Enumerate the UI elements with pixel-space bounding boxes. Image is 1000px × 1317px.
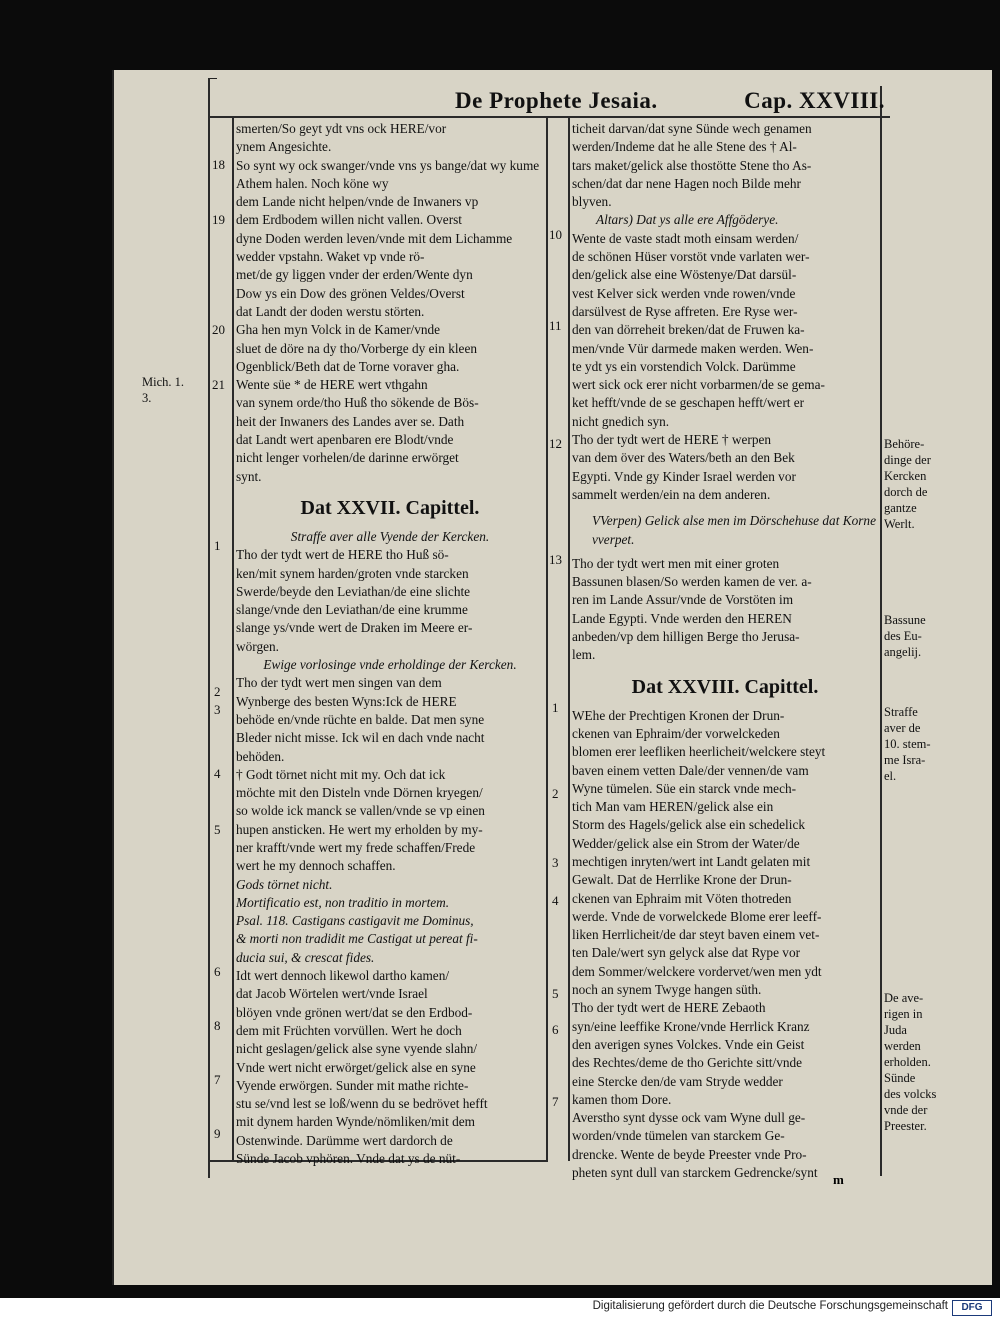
text-line: behöden. — [236, 748, 285, 764]
chapter-heading-28: Dat XXVIII. Capittel. — [631, 675, 819, 698]
verse-number: 20 — [212, 322, 225, 337]
margin-note: Behöre- dinge der Kercken dorch de gantze Werlt. — [884, 437, 931, 531]
text-line: nicht lenger vorhelen/de darinne erwörget — [236, 450, 459, 466]
text-line: te ydt ys ein vorstendich Volck. Darümme — [572, 358, 796, 374]
chapter-heading-27: Dat XXVII. Capittel. — [300, 496, 480, 519]
text-line: vest Kelver sick werden vnde rowen/vnde — [572, 285, 796, 301]
verse-number: 3 — [214, 702, 221, 717]
verse-number: 2 — [552, 786, 559, 801]
text-line: Wente de vaste stadt moth einsam werden/ — [572, 230, 799, 246]
text-line: dem Lande nicht helpen/vnde de Inwaners vp — [236, 194, 479, 210]
text-line: Swerde/beyde den Leviathan/de eine slichte — [236, 583, 471, 599]
text-line: met/de gy liggen vnder der erden/Wente dyn — [236, 267, 473, 283]
verse-number: 7 — [214, 1072, 221, 1087]
page-number: m — [833, 1172, 844, 1187]
footer-bar — [0, 1298, 1000, 1317]
gloss-altars: Altars) Dat ys alle ere Affgöderye. — [596, 212, 779, 228]
text-line: Wedder/gelick alse ein Strom der Water/de — [572, 835, 800, 851]
text-line: wert he my dennoch schaffen. — [236, 858, 396, 874]
text-line: de schönen Hüser vorstöt vnde varlaten wer- — [572, 249, 810, 265]
text-line: men/vnde Vür darmede maken werden. Wen- — [572, 340, 814, 356]
left-block-3 — [236, 674, 544, 875]
verse-number: 9 — [214, 1126, 221, 1141]
text-line: Averstho synt dysse ock vam Wyne dull ge- — [572, 1110, 806, 1126]
margin-note: De ave- rigen in Juda werden erholden. Sünde des volcks vnde der Preester. — [884, 991, 937, 1133]
running-head — [455, 86, 885, 116]
gloss-line: Psal. 118. Castigans castigavit me Dominus, — [236, 913, 474, 929]
text-line: van synem orde/tho Huß tho sökende de Bös- — [236, 395, 479, 411]
center-rule-a — [546, 116, 548, 1161]
verse-number: 7 — [552, 1094, 559, 1109]
text-line: Idt wert dennoch likewol dartho kamen/ — [236, 968, 450, 984]
gloss-line: Gods törnet nicht. — [236, 876, 333, 892]
verse-number: 4 — [214, 766, 221, 781]
text-line: ckenen van Ephraim mit Vöten thotreden — [572, 890, 792, 906]
text-line: Sünde Jacob vphören. Vnde dat ys de nüt- — [236, 1151, 461, 1167]
text-line: Wyne tümelen. Süe ein starck vnde mech- — [572, 780, 797, 796]
verse-number: 8 — [214, 1018, 221, 1033]
text-line: Bassunen blasen/So werden kamen de ver. a- — [572, 574, 812, 590]
text-line: Lande Egypti. Vnde werden den HEREN — [572, 610, 792, 626]
text-line: dat Landt der doden werstu störten. — [236, 303, 425, 319]
gloss-line: & morti non tradidit me Castigat ut pereat fi- — [236, 931, 478, 947]
text-line: synt. — [236, 468, 262, 484]
verse-number: 1 — [214, 538, 221, 553]
text-line: smerten/So geyt ydt vns ock HERE/vor — [236, 121, 447, 136]
text-line: ckenen van Ephraim/der vorwelckeden — [572, 725, 780, 741]
section-summary: Straffe aver alle Vyende der Kercken. — [290, 528, 490, 544]
left-block-4 — [236, 967, 544, 1168]
right-block-4 — [572, 707, 878, 1183]
verse-number: 13 — [549, 552, 562, 567]
text-line: Tho der tydt wert de HERE tho Huß sö- — [236, 547, 449, 563]
right-block-1 — [572, 120, 878, 211]
text-line: Ogenblick/Beth dat de Torne voraver gha. — [236, 358, 460, 374]
gloss-line: ducia sui, & crescat fides. — [236, 949, 375, 965]
text-line: blöyen vnde grönen wert/dat se den Erdbod- — [236, 1004, 473, 1020]
text-line: schen/dat dar nene Hagen noch Bilde mehr — [572, 175, 801, 191]
text-line: nicht gnedich syn. — [572, 413, 670, 429]
text-line: so wolde ick manck se vallen/vnde se vp einen — [236, 803, 485, 819]
margin-reference: Mich. 1. 3. — [142, 375, 185, 405]
text-line: eine Stercke den/de vam Stryde wedder — [572, 1073, 783, 1089]
gloss-line: Mortificatio est, non traditio in mortem. — [236, 894, 450, 910]
text-line: ynem Angesichte. — [236, 139, 332, 155]
text-line: Storm des Hagels/gelick alse ein schedelick — [572, 817, 805, 833]
dfg-logo: DFG — [952, 1300, 992, 1316]
verse-number: 10 — [549, 227, 562, 242]
text-line: behöde en/vnde rüchte en balde. Dat men syne — [236, 711, 485, 727]
margin-note: Straffe aver de 10. stem- me Isra- el. — [884, 705, 931, 783]
verse-number: 12 — [549, 436, 562, 451]
verse-number: 4 — [552, 893, 559, 908]
left-verse-rule — [232, 116, 234, 1161]
text-line: kamen thom Dore. — [572, 1091, 672, 1107]
text-line: des Rechtes/deme de tho Gerichte sitt/vnde — [572, 1055, 803, 1071]
verse-number: 5 — [552, 986, 559, 1001]
text-line: liken Herrlicheit/de dar steyt baven einem vet- — [572, 927, 820, 943]
text-line: Tho der tydt wert de HERE † werpen — [572, 432, 772, 448]
text-line: sluet de döre na dy tho/Vorberge dy ein kleen — [236, 340, 478, 356]
text-line: dyne Doden werden leven/vnde mit dem Lichamme wedder vpstahn. Waket vp vnde rö- — [236, 230, 513, 265]
text-line: möchte mit den Disteln vnde Dörnen kryegen/ — [236, 785, 483, 801]
text-line: ten Dale/wert syn gelyck alse dat Rype vor — [572, 945, 801, 961]
left-block-2 — [236, 546, 544, 656]
text-line: Egypti. Vnde gy Kinder Israel werden vor — [572, 468, 796, 484]
text-line: Gewalt. Dat de Herrlike Krone der Drun- — [572, 872, 792, 888]
text-line: dem mit Früchten vorvüllen. Wert he doch — [236, 1022, 462, 1038]
text-line: noch an synem Twyge hangen süth. — [572, 982, 762, 998]
text-line: werde. Vnde de vorwelckede Blome erer leeff- — [572, 908, 822, 924]
verse-number: 5 — [214, 822, 221, 837]
text-line: Wente süe * de HERE wert vthgahn — [236, 377, 428, 393]
text-line: tich Man vam HEREN/gelick alse ein — [572, 799, 774, 815]
text-line: mit dynem harden Wynde/nömliken/mit dem — [236, 1114, 475, 1130]
verse-number: 11 — [549, 318, 562, 333]
text-line: van dem över des Waters/beth an den Bek — [572, 450, 795, 466]
gloss-werpen: VVerpen) Gelick alse men im Dörschehuse dat Korne vverpet. — [592, 513, 876, 547]
text-line: Tho der tydt wert men singen van dem — [236, 675, 442, 691]
text-line: werden/Indeme dat he alle Stene des † Al- — [572, 139, 797, 155]
left-text-column — [236, 120, 544, 1168]
text-line: stu se/vnd lest se loß/wenn du se bedrövet hefft — [236, 1096, 488, 1112]
text-line: den van dörreheit breken/dat de Fruwen ka- — [572, 322, 805, 338]
left-frame-rule — [208, 78, 210, 1178]
center-rule-b — [568, 116, 570, 1161]
text-line: slange ys/vnde wert de Draken im Meere er- — [236, 620, 473, 636]
text-line: † Godt törnet nicht mit my. Och dat ick — [236, 766, 446, 782]
text-line: Wynberge des besten Wyns:Ick de HERE — [236, 693, 457, 709]
text-line: blomen erer leefliken heerlicheit/welckere steyt — [572, 744, 826, 760]
verse-number: 19 — [212, 212, 225, 227]
text-line: Vnde wert nicht erwörget/gelick alse en syne — [236, 1059, 476, 1075]
text-line: sammelt werden/ein na dem anderen. — [572, 486, 771, 502]
text-line: nicht geslagen/gelick alse syne vyende slahn/ — [236, 1041, 478, 1057]
text-line: Tho der tydt wert de HERE Zebaoth — [572, 1000, 766, 1016]
verse-number: 3 — [552, 855, 559, 870]
text-line: blyven. — [572, 194, 612, 210]
text-line: mechtigen inryten/wert int Landt gelaten mit — [572, 853, 811, 869]
text-line: heit der Inwaners des Landes aver se. Dath — [236, 413, 465, 429]
text-line: Gha hen myn Volck in de Kamer/vnde — [236, 322, 441, 338]
text-line: Vyende erwörgen. Sunder mit mathe richte- — [236, 1077, 469, 1093]
text-line: baven einem vetten Dale/der vennen/de vam — [572, 762, 809, 778]
text-line: So synt wy ock swanger/vnde vns ys bange/dat wy kume Athem halen. Noch köne wy — [236, 157, 540, 191]
text-line: ren im Lande Assur/vnde de Vorstöten im — [572, 592, 794, 608]
right-block-3 — [572, 555, 878, 665]
margin-note: Bassune des Eu- angelij. — [884, 613, 926, 659]
book-title: De Prophete Jesaia. — [455, 88, 658, 113]
text-line: dem Erdbodem willen nicht vallen. Overst — [236, 212, 462, 228]
text-line: wörgen. — [236, 638, 279, 654]
right-frame-rule — [880, 86, 882, 1176]
text-line: ticheit darvan/dat syne Sünde wech genamen — [572, 121, 812, 136]
text-line: syn/eine leeffike Krone/vnde Herrlick Kranz — [572, 1018, 810, 1034]
text-line: drencke. Wente de beyde Preester vnde Pro- — [572, 1146, 807, 1162]
text-line: dat Landt wert apenbaren ere Blodt/vnde — [236, 432, 454, 448]
text-line: darsülvest de Ryse affreten. Ere Ryse wer- — [572, 303, 798, 319]
funding-notice: Digitalisierung gefördert durch die Deutsche Forschungsgemeinschaft — [592, 1300, 948, 1312]
text-line: slange/vnde den Leviathan/de eine krumme — [236, 602, 468, 618]
text-line: hupen ansticken. He wert my erholden by my- — [236, 821, 483, 837]
text-line: Ostenwinde. Darümme wert dardorch de — [236, 1132, 453, 1148]
verse-number: 2 — [214, 684, 221, 699]
text-line: ket hefft/vnde de se geschapen hefft/wert er — [572, 395, 805, 411]
text-line: dat Jacob Wörtelen wert/vnde Israel — [236, 986, 428, 1002]
chapter-label: Cap. XXVIII. — [744, 88, 885, 113]
text-line: den averigen synes Volckes. Vnde ein Geist — [572, 1036, 805, 1052]
text-line: tars maket/gelick alse thostötte Stene tho As- — [572, 157, 812, 173]
verse-number: 21 — [212, 377, 225, 392]
text-line: worden/vnde tümelen van starckem Ge- — [572, 1128, 785, 1144]
text-line: wert sick ock erer nicht vorbarmen/de se gema- — [572, 377, 825, 393]
latin-gloss — [236, 876, 544, 967]
verse-number: 6 — [552, 1022, 559, 1037]
right-text-column — [572, 120, 878, 1182]
left-block-1 — [236, 120, 544, 486]
text-line: Bleder nicht misse. Ick wil en dach vnde nacht — [236, 730, 485, 746]
verse-number: 6 — [214, 964, 221, 979]
text-line: ner krafft/vnde wert my frede schaffen/Frede — [236, 839, 476, 855]
header-rule — [208, 116, 890, 118]
text-line: WEhe der Prechtigen Kronen der Drun- — [572, 707, 785, 723]
text-line: ken/mit synem harden/groten vnde starcken — [236, 565, 469, 581]
text-line: Dow ys ein Dow des grönen Veldes/Overst — [236, 285, 465, 301]
text-line: lem. — [572, 647, 596, 663]
text-line: Tho der tydt wert men mit einer groten — [572, 555, 780, 571]
section-summary: Ewige vorlosinge vnde erholdinge der Kercken. — [263, 657, 517, 673]
text-line: dem Sommer/welckere vordervet/wen men ydt — [572, 963, 822, 979]
text-line: pheten synt dull van starckem Gedrencke/synt — [572, 1165, 818, 1181]
verse-number: 1 — [552, 700, 559, 715]
right-block-2 — [572, 230, 878, 504]
text-line: anbeden/vp dem hilligen Berge tho Jerusa- — [572, 629, 800, 645]
verse-number: 18 — [212, 157, 225, 172]
text-line: den/gelick alse eine Wöstenye/Dat darsül- — [572, 267, 797, 283]
